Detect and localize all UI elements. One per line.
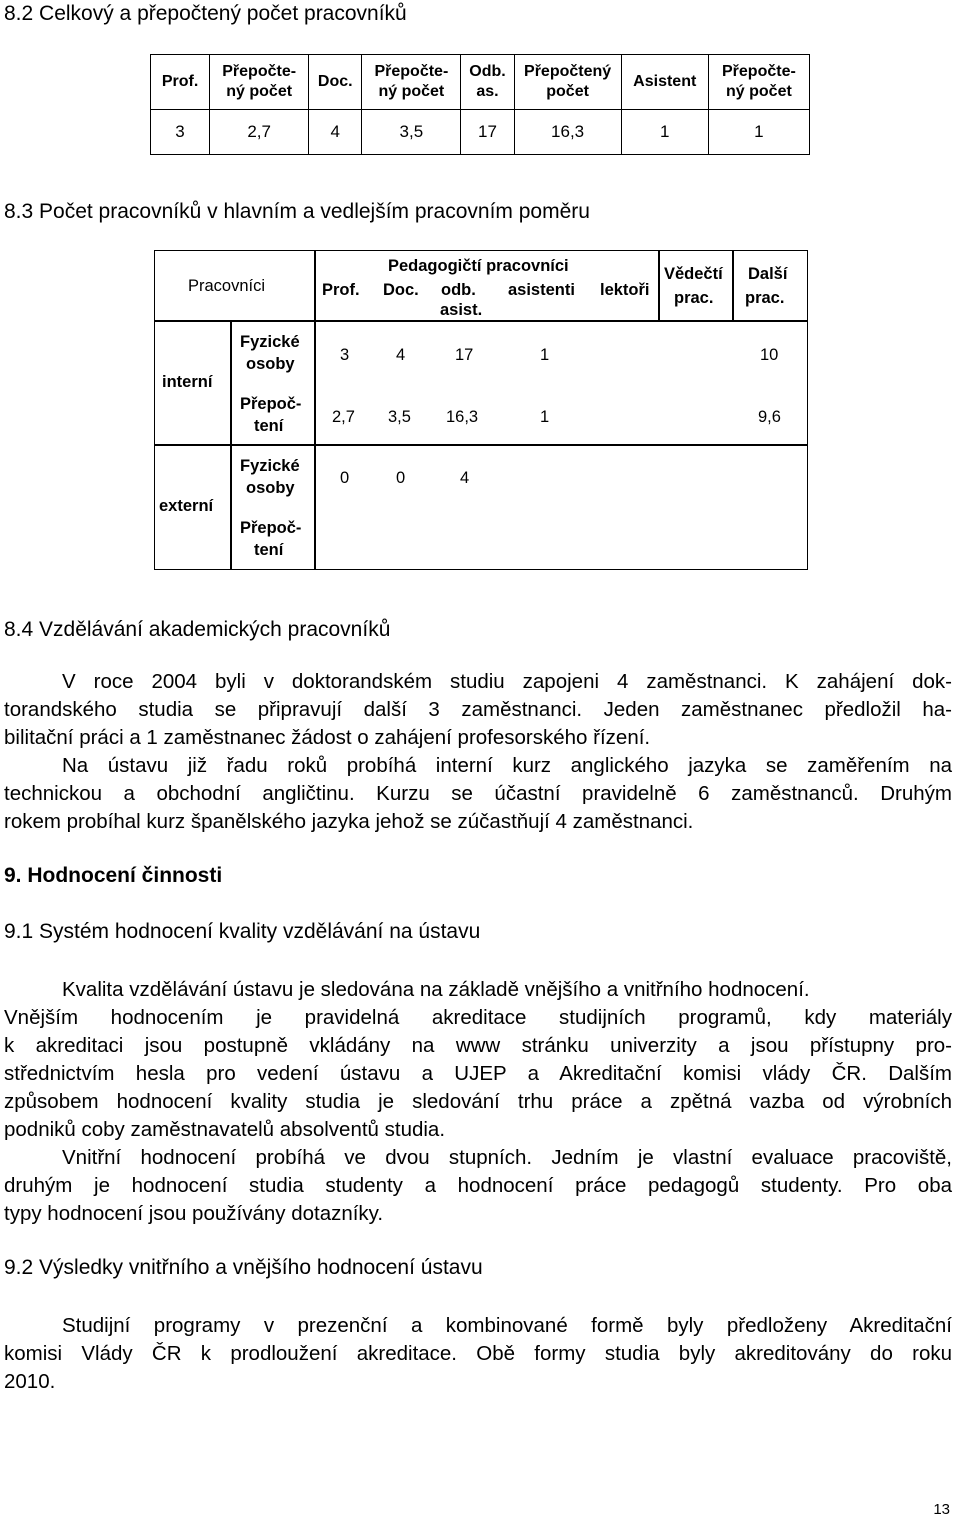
header-cell: Přepočtený počet <box>514 55 621 110</box>
type-fyz-int: Fyzické <box>240 333 300 351</box>
type-fyz-ext-2: osoby <box>246 479 295 497</box>
value-cell: 1 <box>708 110 809 155</box>
section-9-2-heading: 9.2 Výsledky vnitřního a vnějšího hodnocení ústavu <box>4 1256 483 1279</box>
paragraph-line: Na ústavu již řadu roků probíhá interní kurz anglického jazyka se zaměřením na <box>62 754 952 777</box>
value-cell: 9,6 <box>758 408 781 426</box>
value-cell: 3 <box>151 110 210 155</box>
header-cell: Přepočte- ný počet <box>362 55 461 110</box>
section-8-4-heading: 8.4 Vzdělávání akademických pracovníků <box>4 618 391 641</box>
section-9-1-heading: 9.1 Systém hodnocení kvality vzdělávání na ústavu <box>4 920 481 943</box>
header-cell: Asistent <box>621 55 708 110</box>
label-pedagogicti: Pedagogičtí pracovníci <box>388 257 569 275</box>
value-cell: 1 <box>540 408 550 426</box>
paragraph-line: torandského studia se připravují další 3 zaměstnanci. Jeden zaměstnanec předložil ha- <box>4 698 952 721</box>
value-cell: 4 <box>396 346 406 364</box>
value-cell: 2,7 <box>332 408 355 426</box>
paragraph-line: bilitační práci a 1 zaměstnanec žádost o zahájení profesorského řízení. <box>4 726 651 749</box>
cell-dalsi <box>732 250 808 322</box>
paragraph-line: 2010. <box>4 1370 56 1393</box>
section-8-3-heading: 8.3 Počet pracovníků v hlavním a vedlejším pracovním poměru <box>4 200 590 223</box>
col-asistenti: asistenti <box>508 281 575 299</box>
value-cell: 3,5 <box>362 110 461 155</box>
value-cell: 16,3 <box>514 110 621 155</box>
label-pracovnici: Pracovníci <box>188 277 266 295</box>
header-cell: Odb. as. <box>461 55 514 110</box>
header-cell: Prof. <box>151 55 210 110</box>
header-cell: Přepočte- ný počet <box>210 55 309 110</box>
value-cell: 1 <box>621 110 708 155</box>
paragraph-line: Studijní programy v prezenční a kombinované formě byly předloženy Akreditační <box>62 1314 952 1337</box>
value-cell: 3 <box>340 346 350 364</box>
value-cell: 16,3 <box>446 408 479 426</box>
paragraph-line: Vnitřní hodnocení probíhá ve dvou stupních. Jedním je vlastní evaluace pracoviště, <box>62 1146 952 1169</box>
type-fyz-int-2: osoby <box>246 355 295 373</box>
cell-interni-values <box>314 320 808 446</box>
value-cell: 0 <box>396 469 406 487</box>
paragraph-line: Kvalita vzdělávání ústavu je sledována na základě vnějšího a vnitřního hodnocení. <box>62 978 810 1001</box>
table-value-row <box>151 110 810 155</box>
col-vedecti: Vědečtí <box>664 265 723 283</box>
paragraph-line: podniků coby zaměstnavatelů absolventů studia. <box>4 1118 446 1141</box>
col-dalsi-2: prac. <box>745 289 785 307</box>
value-cell: 0 <box>340 469 350 487</box>
paragraph-line: způsobem hodnocení kvality studia je sledování trhu práce a zpětná vazba od výrobních <box>4 1090 952 1113</box>
page-number: 13 <box>933 1501 950 1518</box>
section-8-2-heading: 8.2 Celkový a přepočtený počet pracovníků <box>4 2 407 25</box>
row-interni: interní <box>162 373 213 391</box>
cell-vedecti <box>658 250 734 322</box>
type-prep-int-2: tení <box>254 417 284 435</box>
paragraph-line: V roce 2004 byli v doktorandském studiu zapojeni 4 zaměstnanci. K zahájení dok- <box>62 670 952 693</box>
paragraph-line: technickou a obchodní angličtinu. Kurzu se účastní pravidelně 6 zaměstnanců. Druhým <box>4 782 952 805</box>
col-lektori: lektoři <box>600 281 650 299</box>
value-cell: 17 <box>455 346 474 364</box>
staff-count-table <box>150 54 810 155</box>
row-externi: externí <box>159 497 214 515</box>
paragraph-line: k akreditaci jsou postupně vkládány na www stránku univerzity a jsou přístupny pro- <box>4 1034 952 1057</box>
value-cell: 4 <box>460 469 470 487</box>
header-cell: Doc. <box>309 55 362 110</box>
value-cell: 2,7 <box>210 110 309 155</box>
paragraph-line: střednictvím hesla pro vedení ústavu a UJEP a Akreditační komisi vlády ČR. Dalším <box>4 1062 952 1085</box>
col-vedecti-2: prac. <box>674 289 714 307</box>
col-doc: Doc. <box>383 281 419 299</box>
table-header-row <box>151 55 810 110</box>
col-odb-2: asist. <box>440 301 483 319</box>
cell-externi-values <box>314 444 808 570</box>
paragraph-line: komisi Vlády ČR k prodloužení akreditace. Obě formy studia byly akreditovány do roku <box>4 1342 952 1365</box>
col-dalsi: Další <box>748 265 788 283</box>
paragraph-line: typy hodnocení jsou používány dotazníky. <box>4 1202 384 1225</box>
col-prof: Prof. <box>322 281 360 299</box>
paragraph-line: Vnějším hodnocením je pravidelná akreditace studijních programů, kdy materiály <box>4 1006 952 1029</box>
type-prep-ext-2: tení <box>254 541 284 559</box>
header-cell: Přepočte- ný počet <box>708 55 809 110</box>
type-fyz-ext: Fyzické <box>240 457 300 475</box>
section-9-heading: 9. Hodnocení činnosti <box>4 864 223 887</box>
type-prep-int: Přepoč- <box>240 395 302 413</box>
value-cell: 4 <box>309 110 362 155</box>
col-odb: odb. <box>441 281 476 299</box>
paragraph-line: druhým je hodnocení studia studenty a hodnocení práce pedagogů studenty. Pro oba <box>4 1174 952 1197</box>
value-cell: 1 <box>540 346 550 364</box>
value-cell: 10 <box>760 346 779 364</box>
value-cell: 3,5 <box>388 408 411 426</box>
type-prep-ext: Přepoč- <box>240 519 302 537</box>
paragraph-line: rokem probíhal kurz španělského jazyka jehož se zúčastňují 4 zaměstnanci. <box>4 810 694 833</box>
value-cell: 17 <box>461 110 514 155</box>
